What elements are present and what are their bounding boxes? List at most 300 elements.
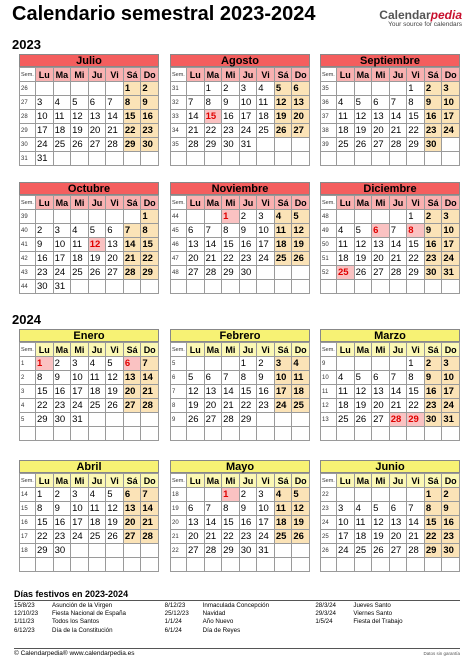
week-number: 14	[20, 488, 36, 502]
holiday-column	[315, 602, 460, 635]
day-cell: 28	[141, 530, 159, 544]
weekday-header: Mi	[372, 196, 390, 210]
day-cell: 11	[71, 238, 89, 252]
day-cell	[407, 558, 425, 572]
week-number	[321, 280, 337, 294]
weekday-header: Lu	[337, 474, 355, 488]
day-cell: 23	[239, 530, 257, 544]
day-cell: 10	[71, 371, 89, 385]
day-cell: 24	[442, 252, 460, 266]
month-calendar	[320, 460, 460, 572]
week-header: Sem.	[171, 196, 187, 210]
day-cell: 29	[204, 138, 222, 152]
day-cell: 2	[141, 82, 159, 96]
week-row	[20, 110, 159, 124]
day-cell: 15	[239, 385, 257, 399]
day-cell: 10	[36, 110, 54, 124]
weekday-header: Ma	[354, 68, 372, 82]
day-cell: 5	[71, 96, 89, 110]
day-cell	[222, 427, 240, 441]
day-cell: 21	[187, 124, 205, 138]
day-cell: 9	[424, 371, 442, 385]
day-cell: 23	[239, 252, 257, 266]
holiday-name: Fiesta del Trabajo	[353, 618, 403, 626]
day-cell	[123, 544, 141, 558]
week-row	[171, 516, 310, 530]
day-cell	[187, 488, 205, 502]
day-cell: 8	[222, 224, 240, 238]
day-cell: 19	[106, 385, 124, 399]
day-cell: 12	[292, 224, 310, 238]
day-cell: 26	[292, 530, 310, 544]
day-cell	[424, 427, 442, 441]
day-cell	[274, 558, 292, 572]
day-cell	[204, 152, 222, 166]
week-number: 30	[20, 138, 36, 152]
week-number: 33	[171, 110, 187, 124]
day-cell: 22	[424, 530, 442, 544]
day-cell: 11	[88, 371, 106, 385]
day-cell	[239, 558, 257, 572]
day-cell: 4	[337, 224, 355, 238]
week-header: Sem.	[20, 474, 36, 488]
month-name: Octubre	[19, 182, 159, 195]
month-calendar	[320, 182, 460, 294]
week-header: Sem.	[321, 343, 337, 357]
holiday-date: 8/12/23	[164, 602, 186, 609]
week-row	[20, 502, 159, 516]
day-cell: 12	[106, 371, 124, 385]
week-row	[321, 502, 460, 516]
day-cell: 12	[106, 502, 124, 516]
day-cell	[88, 558, 106, 572]
day-cell: 26	[354, 138, 372, 152]
day-cell: 5	[88, 224, 106, 238]
day-cell: 4	[71, 224, 89, 238]
day-cell: 30	[424, 138, 442, 152]
week-number: 13	[321, 413, 337, 427]
day-cell: 29	[36, 413, 54, 427]
day-cell: 12	[88, 238, 106, 252]
holiday-date: 1/11/23	[14, 618, 35, 626]
day-cell: 26	[372, 544, 390, 558]
day-cell: 21	[141, 516, 159, 530]
day-cell	[204, 210, 222, 224]
day-cell: 4	[257, 82, 275, 96]
day-cell	[354, 152, 372, 166]
holiday-date: 6/1/24	[164, 626, 182, 634]
day-cell: 18	[71, 252, 89, 266]
day-cell: 11	[337, 385, 355, 399]
day-cell: 20	[123, 385, 141, 399]
day-cell: 28	[204, 266, 222, 280]
day-cell: 30	[424, 413, 442, 427]
day-cell: 4	[88, 488, 106, 502]
week-header: Sem.	[20, 343, 36, 357]
day-cell	[71, 210, 89, 224]
week-number: 28	[20, 110, 36, 124]
day-cell: 23	[424, 399, 442, 413]
day-cell	[354, 280, 372, 294]
weekday-header: Mi	[222, 196, 240, 210]
day-cell: 18	[274, 516, 292, 530]
day-cell	[257, 427, 275, 441]
week-row	[20, 558, 159, 572]
week-number: 35	[171, 138, 187, 152]
day-cell	[123, 210, 141, 224]
week-number: 36	[321, 96, 337, 110]
holiday-date: 6/12/23	[14, 626, 35, 634]
day-cell: 23	[424, 252, 442, 266]
weekday-header: Do	[292, 343, 310, 357]
day-cell: 30	[53, 544, 71, 558]
weekday-header: Do	[141, 474, 159, 488]
month-name: Marzo	[320, 329, 460, 342]
day-cell: 22	[407, 252, 425, 266]
weekday-header-row	[321, 68, 460, 82]
weekday-header: Ma	[204, 343, 222, 357]
day-cell: 24	[257, 530, 275, 544]
day-cell	[141, 152, 159, 166]
week-number: 47	[171, 252, 187, 266]
day-cell: 8	[36, 371, 54, 385]
day-cell: 17	[442, 110, 460, 124]
page-title: Calendario semestral 2023-2024	[12, 3, 316, 25]
day-cell: 5	[292, 488, 310, 502]
day-cell	[106, 544, 124, 558]
day-cell: 9	[424, 96, 442, 110]
day-cell: 24	[442, 124, 460, 138]
day-cell	[354, 82, 372, 96]
day-cell: 23	[222, 124, 240, 138]
week-number	[321, 558, 337, 572]
day-cell: 28	[389, 266, 407, 280]
day-cell: 1	[204, 82, 222, 96]
week-header: Sem.	[171, 343, 187, 357]
day-cell	[141, 413, 159, 427]
day-cell: 8	[222, 502, 240, 516]
day-cell: 9	[442, 502, 460, 516]
weekday-header: Ju	[239, 196, 257, 210]
day-cell: 2	[239, 488, 257, 502]
week-number	[321, 152, 337, 166]
day-cell: 12	[274, 96, 292, 110]
day-cell: 11	[53, 110, 71, 124]
day-cell: 3	[53, 224, 71, 238]
day-cell: 27	[389, 544, 407, 558]
month-calendar	[170, 54, 310, 166]
week-row	[20, 544, 159, 558]
week-row	[321, 371, 460, 385]
day-cell	[123, 280, 141, 294]
week-row	[20, 413, 159, 427]
day-cell: 18	[337, 124, 355, 138]
day-cell: 28	[123, 266, 141, 280]
day-cell: 1	[424, 488, 442, 502]
week-row	[171, 502, 310, 516]
day-cell: 1	[407, 82, 425, 96]
day-cell: 22	[407, 124, 425, 138]
day-cell	[292, 413, 310, 427]
day-cell: 9	[222, 96, 240, 110]
holiday-entry	[165, 627, 310, 635]
day-cell	[292, 152, 310, 166]
day-cell: 29	[123, 138, 141, 152]
holiday-name: Jueves Santo	[353, 602, 391, 609]
day-cell: 28	[204, 544, 222, 558]
day-cell: 9	[257, 371, 275, 385]
day-cell: 25	[274, 530, 292, 544]
day-cell	[274, 427, 292, 441]
week-row	[171, 110, 310, 124]
day-cell	[354, 427, 372, 441]
day-cell: 13	[187, 238, 205, 252]
weekday-header: Ma	[354, 196, 372, 210]
day-cell	[53, 558, 71, 572]
week-header: Sem.	[171, 68, 187, 82]
day-cell	[372, 210, 390, 224]
day-cell: 1	[222, 488, 240, 502]
week-number: 49	[321, 224, 337, 238]
day-cell: 1	[36, 357, 54, 371]
day-cell	[257, 280, 275, 294]
week-number: 19	[171, 502, 187, 516]
day-cell: 17	[257, 516, 275, 530]
day-cell: 31	[53, 280, 71, 294]
day-cell: 1	[222, 210, 240, 224]
week-number: 2	[20, 371, 36, 385]
day-cell: 19	[292, 238, 310, 252]
weekday-header: Do	[442, 474, 460, 488]
weekday-header-row	[321, 474, 460, 488]
day-cell: 13	[88, 110, 106, 124]
week-row	[321, 413, 460, 427]
day-cell: 19	[292, 516, 310, 530]
day-cell: 31	[71, 413, 89, 427]
weekday-header-row	[20, 68, 159, 82]
day-cell: 21	[389, 124, 407, 138]
week-row	[20, 82, 159, 96]
day-cell: 19	[354, 252, 372, 266]
day-cell	[372, 82, 390, 96]
footer	[14, 648, 460, 657]
day-cell: 11	[274, 502, 292, 516]
day-cell	[71, 280, 89, 294]
day-cell	[187, 152, 205, 166]
month-name: Enero	[19, 329, 159, 342]
day-cell	[257, 558, 275, 572]
day-cell: 20	[123, 516, 141, 530]
day-cell	[204, 280, 222, 294]
week-number: 42	[20, 252, 36, 266]
day-cell	[257, 413, 275, 427]
day-cell: 20	[204, 399, 222, 413]
day-cell: 14	[204, 238, 222, 252]
day-cell: 2	[53, 488, 71, 502]
holiday-name: Navidad	[202, 610, 226, 618]
day-cell: 13	[389, 516, 407, 530]
day-cell	[372, 488, 390, 502]
day-cell: 19	[274, 110, 292, 124]
day-cell: 6	[123, 488, 141, 502]
day-cell: 27	[204, 413, 222, 427]
day-cell: 9	[53, 502, 71, 516]
day-cell	[337, 82, 355, 96]
day-cell: 7	[389, 224, 407, 238]
week-row	[321, 558, 460, 572]
holiday-date: 28/3/24	[315, 602, 336, 609]
day-cell	[187, 357, 205, 371]
brand-name-b: pedia	[430, 8, 462, 22]
day-cell: 15	[141, 238, 159, 252]
weekday-header: Ma	[53, 474, 71, 488]
day-cell: 3	[71, 357, 89, 371]
day-cell: 2	[53, 357, 71, 371]
day-cell: 25	[354, 544, 372, 558]
day-cell: 16	[36, 252, 54, 266]
day-cell	[257, 266, 275, 280]
month-calendar	[320, 329, 460, 441]
week-number	[321, 427, 337, 441]
day-cell: 17	[71, 516, 89, 530]
day-cell: 29	[407, 413, 425, 427]
day-cell: 9	[141, 96, 159, 110]
day-cell: 8	[407, 371, 425, 385]
day-cell: 13	[123, 502, 141, 516]
week-row	[20, 210, 159, 224]
day-cell: 13	[292, 96, 310, 110]
day-cell	[187, 427, 205, 441]
holiday-column	[165, 602, 310, 635]
day-cell: 3	[274, 357, 292, 371]
day-cell	[442, 138, 460, 152]
day-cell: 23	[141, 124, 159, 138]
day-cell: 10	[239, 96, 257, 110]
day-cell: 3	[442, 210, 460, 224]
day-cell	[354, 357, 372, 371]
day-cell: 14	[407, 516, 425, 530]
weekday-header-row	[171, 474, 310, 488]
week-row	[171, 488, 310, 502]
week-row	[321, 224, 460, 238]
day-cell	[292, 266, 310, 280]
day-cell: 5	[354, 224, 372, 238]
day-cell: 27	[372, 266, 390, 280]
week-row	[20, 399, 159, 413]
week-number: 44	[171, 210, 187, 224]
week-row	[321, 96, 460, 110]
brand-name-a: Calendar	[379, 8, 431, 22]
weekday-header-row	[20, 196, 159, 210]
weekday-header: Do	[141, 343, 159, 357]
week-number: 40	[20, 224, 36, 238]
weekday-header-row	[321, 196, 460, 210]
day-cell: 14	[123, 238, 141, 252]
day-cell: 8	[239, 371, 257, 385]
weekday-header: Lu	[36, 474, 54, 488]
day-cell	[123, 413, 141, 427]
weekday-header: Ju	[389, 68, 407, 82]
day-cell	[222, 152, 240, 166]
day-cell: 30	[442, 544, 460, 558]
week-row	[171, 544, 310, 558]
day-cell	[187, 280, 205, 294]
day-cell: 25	[292, 399, 310, 413]
day-cell	[204, 488, 222, 502]
day-cell: 30	[36, 280, 54, 294]
day-cell: 13	[372, 238, 390, 252]
weekday-header: Mi	[372, 68, 390, 82]
day-cell	[354, 488, 372, 502]
weekday-header: Do	[442, 68, 460, 82]
day-cell: 22	[204, 124, 222, 138]
day-cell: 12	[354, 385, 372, 399]
day-cell: 20	[187, 530, 205, 544]
week-row	[171, 138, 310, 152]
day-cell: 1	[123, 82, 141, 96]
day-cell: 24	[274, 399, 292, 413]
week-row	[171, 558, 310, 572]
day-cell: 27	[372, 138, 390, 152]
weekday-header: Mi	[372, 343, 390, 357]
day-cell: 27	[187, 544, 205, 558]
week-row	[20, 280, 159, 294]
day-cell: 7	[204, 502, 222, 516]
day-cell: 17	[239, 110, 257, 124]
week-number: 20	[171, 516, 187, 530]
day-cell	[424, 558, 442, 572]
week-number: 27	[20, 96, 36, 110]
day-cell: 27	[292, 124, 310, 138]
weekday-header-row	[171, 343, 310, 357]
day-cell: 2	[36, 224, 54, 238]
day-cell	[389, 210, 407, 224]
week-row	[321, 266, 460, 280]
day-cell	[354, 558, 372, 572]
month-table	[170, 342, 310, 441]
day-cell: 11	[88, 502, 106, 516]
day-cell: 7	[389, 96, 407, 110]
day-cell	[292, 558, 310, 572]
day-cell: 4	[274, 210, 292, 224]
day-cell: 20	[292, 110, 310, 124]
day-cell	[123, 427, 141, 441]
week-number: 44	[20, 280, 36, 294]
weekday-header: Sá	[274, 343, 292, 357]
holidays-title: Días festivos en 2023-2024	[14, 589, 460, 601]
day-cell	[239, 280, 257, 294]
day-cell: 15	[204, 110, 222, 124]
day-cell: 12	[71, 110, 89, 124]
week-number: 29	[20, 124, 36, 138]
day-cell: 9	[53, 371, 71, 385]
day-cell: 5	[354, 96, 372, 110]
week-row	[321, 399, 460, 413]
weekday-header: Lu	[187, 343, 205, 357]
holiday-date: 29/3/24	[315, 610, 336, 618]
weekday-header: Vi	[407, 474, 425, 488]
week-number: 31	[171, 82, 187, 96]
day-cell: 17	[36, 124, 54, 138]
day-cell	[337, 357, 355, 371]
day-cell: 5	[106, 488, 124, 502]
day-cell	[389, 357, 407, 371]
weekday-header: Sá	[424, 474, 442, 488]
day-cell	[141, 544, 159, 558]
day-cell: 3	[257, 488, 275, 502]
week-number: 11	[321, 385, 337, 399]
day-cell: 3	[257, 210, 275, 224]
